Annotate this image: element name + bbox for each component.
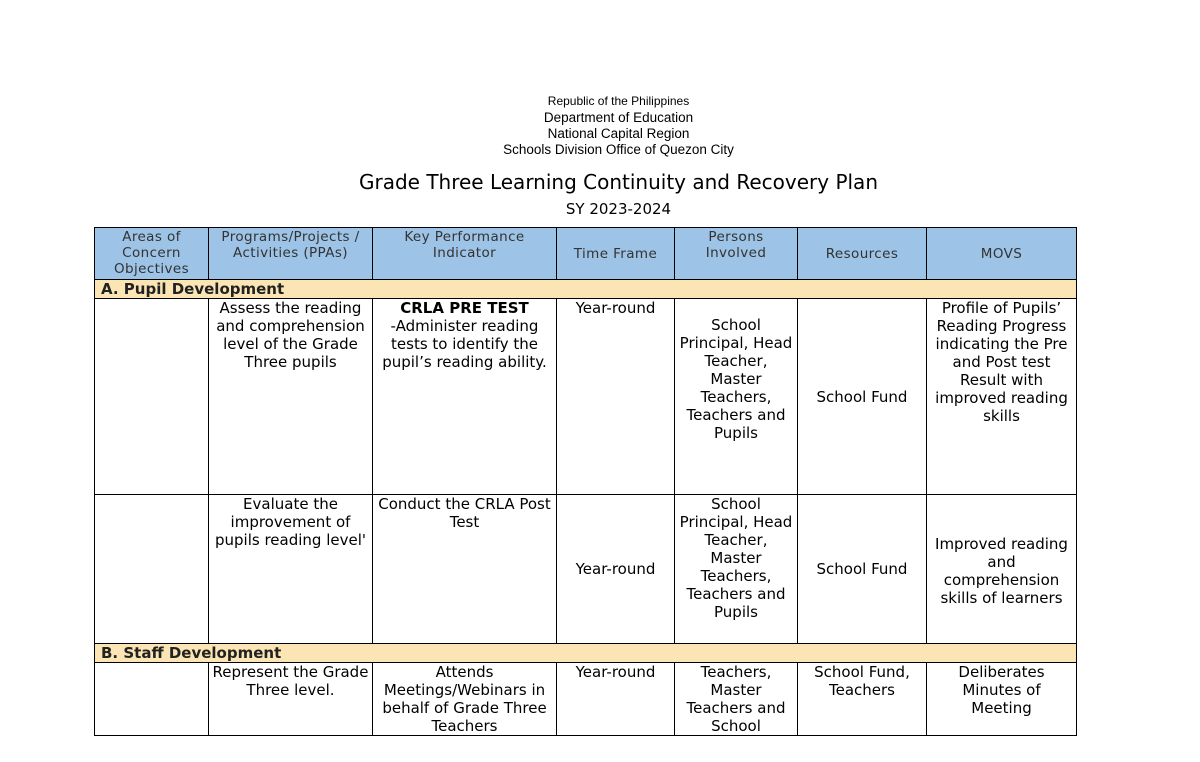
cell-time-frame: Year-round — [557, 495, 675, 644]
cell-time-frame: Year-round — [557, 663, 675, 736]
cell-resources: School Fund — [798, 299, 927, 495]
cell-kpi — [373, 299, 557, 495]
table-row — [95, 299, 1077, 495]
table-header-row — [95, 228, 1077, 280]
header-region: National Capital Region — [547, 126, 690, 141]
cell-area — [95, 495, 209, 644]
cell-resources: School Fund — [798, 495, 927, 644]
cell-movs: Deliberates Minutes of Meeting — [927, 663, 1077, 736]
kpi-text: -Administer reading tests to identify the pupil’s reading ability. — [382, 317, 547, 371]
header-division: Schools Division Office of Quezon City — [503, 142, 734, 157]
header-republic: Republic of the Philippines — [547, 94, 690, 108]
cell-persons: School Principal, Head Teacher, Master Teachers, Teachers and Pupils — [675, 495, 798, 644]
cell-time-frame: Year-round — [557, 299, 675, 495]
section-label: B. Staff Development — [95, 644, 1077, 663]
cell-kpi: Attends Meetings/Webinars in behalf of Grade Three Teachers — [373, 663, 557, 736]
school-year: SY 2023-2024 — [565, 200, 672, 218]
cell-persons: Teachers, Master Teachers and School — [675, 663, 798, 736]
cell-area — [95, 663, 209, 736]
cell-movs: Improved reading and comprehension skills of learners — [927, 495, 1077, 644]
cell-area — [95, 299, 209, 495]
column-header-movs: MOVS — [927, 228, 1077, 280]
cell-ppa: Assess the reading and comprehension level of the Grade Three pupils — [209, 299, 373, 495]
cell-ppa: Evaluate the improvement of pupils reading level' — [209, 495, 373, 644]
section-label: A. Pupil Development — [95, 280, 1077, 299]
column-header-kpi: Key Performance Indicator — [373, 228, 557, 280]
recovery-plan-table — [94, 227, 1077, 736]
column-header-persons: Persons Involved — [675, 228, 798, 280]
kpi-title: CRLA PRE TEST — [400, 299, 529, 317]
cell-resources: School Fund, Teachers — [798, 663, 927, 736]
document-title: Grade Three Learning Continuity and Recovery Plan — [358, 170, 878, 194]
section-row-pupil — [95, 280, 1077, 299]
cell-movs: Profile of Pupils’ Reading Progress indicating the Pre and Post test Result with improved reading skills — [927, 299, 1077, 495]
section-row-staff — [95, 644, 1077, 663]
header-department: Department of Education — [543, 110, 694, 125]
column-header-areas: Areas of Concern Objectives — [95, 228, 209, 280]
column-header-time-frame: Time Frame — [557, 228, 675, 280]
table-row — [95, 663, 1077, 736]
column-header-resources: Resources — [798, 228, 927, 280]
cell-ppa: Represent the Grade Three level. — [209, 663, 373, 736]
table-row — [95, 495, 1077, 644]
column-header-ppas: Programs/Projects / Activities (PPAs) — [209, 228, 373, 280]
cell-kpi: Conduct the CRLA Post Test — [373, 495, 557, 644]
cell-persons: School Principal, Head Teacher, Master Teachers, Teachers and Pupils — [675, 299, 798, 495]
